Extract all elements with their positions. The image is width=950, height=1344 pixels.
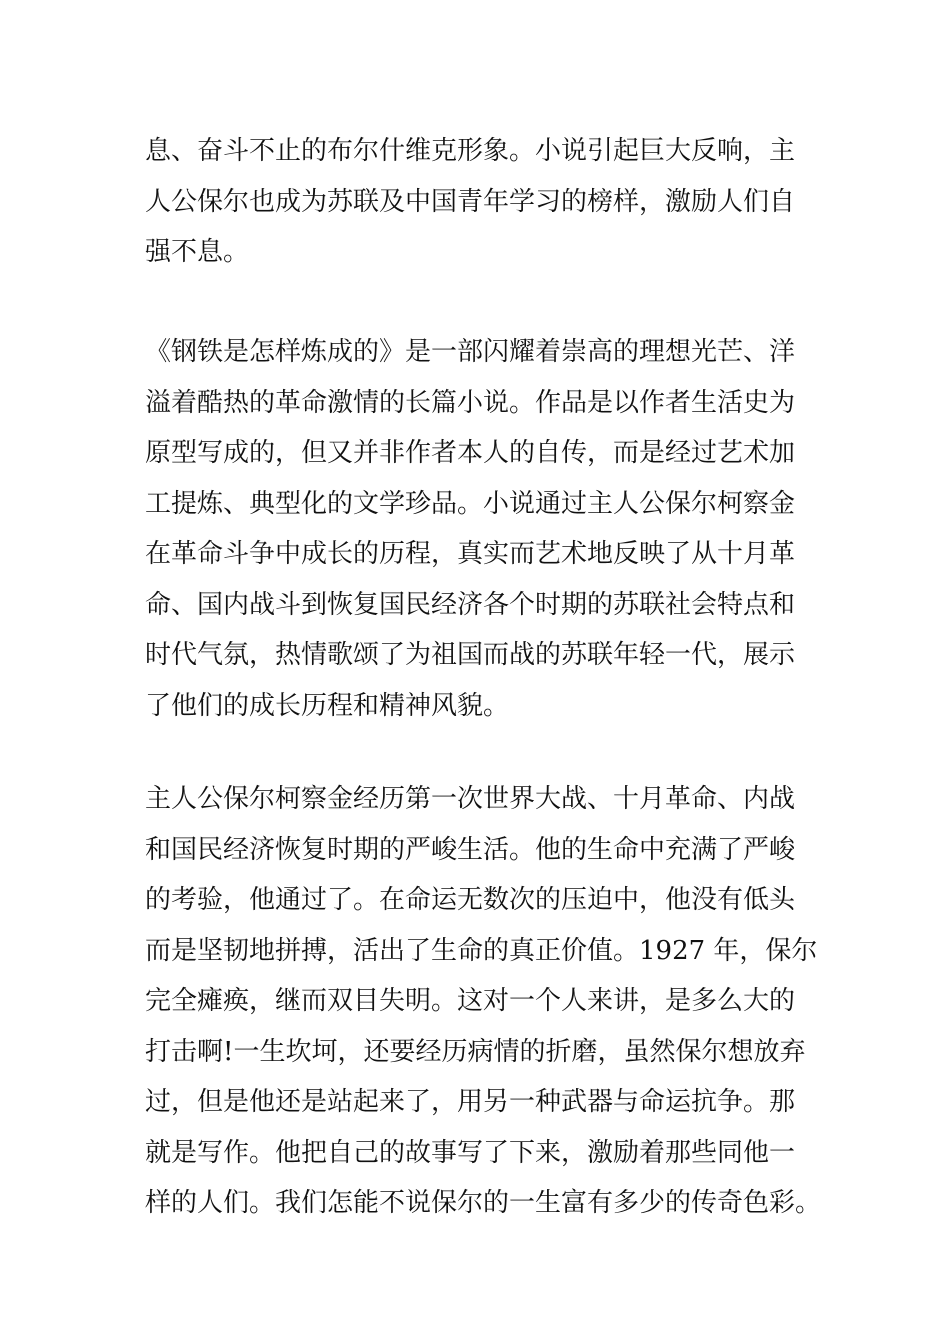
paragraph-line: 强不息。 [145,237,250,267]
paragraph-line: 完全瘫痪，继而双目失明。这对一个人来讲，是多么大的 [145,986,796,1016]
paragraph-line: 工提炼、典型化的文学珍品。小说通过主人公保尔柯察金 [145,488,796,519]
paragraph-line: 在革命斗争中成长的历程，真实而艺术地反映了从十月革 [145,539,796,569]
paragraph-line: 的考验，他通过了。在命运无数次的压迫中，他没有低头 [145,885,796,915]
paragraph-line: 人公保尔也成为苏联及中国青年学习的榜样，激励人们自 [145,186,796,217]
paragraph-line: 就是写作。他把自己的故事写了下来，激励着那些同他一 [145,1137,796,1168]
paragraph-line: 命、国内战斗到恢复国民经济各个时期的苏联社会特点和 [145,589,796,620]
paragraph-line: 打击啊!一生坎坷，还要经历病情的折磨，虽然保尔想放弃 [145,1036,806,1067]
paragraph-1 [145,126,807,278]
paragraph-line: 过，但是他还是站起来了，用另一种武器与命运抗争。那 [145,1087,796,1117]
paragraph-line: 和国民经济恢复时期的严峻生活。他的生命中充满了严峻 [145,834,796,865]
paragraph-line: 时代气氛，热情歌颂了为祖国而战的苏联年轻一代，展示 [145,640,796,670]
paragraph-line: 原型写成的，但又并非作者本人的自传，而是经过艺术加 [145,438,796,468]
paragraph-line: 《钢铁是怎样炼成的》是一部闪耀着崇高的理想光芒、洋 [145,337,796,367]
paragraph-line: 息、奋斗不止的布尔什维克形象。小说引起巨大反响，主 [145,136,796,166]
paragraph-2 [145,327,807,731]
paragraph-line: 而是坚韧地拼搏，活出了生命的真正价值。1927 年，保尔 [145,935,818,966]
paragraph-3 [145,774,822,1229]
paragraph-line: 溢着酷热的革命激情的长篇小说。作品是以作者生活史为 [145,387,796,418]
paragraph-line: 样的人们。我们怎能不说保尔的一生富有多少的传奇色彩。 [145,1188,822,1218]
paragraph-line: 了他们的成长历程和精神风貌。 [145,690,510,721]
paragraph-line: 主人公保尔柯察金经历第一次世界大战、十月革命、内战 [145,784,796,814]
